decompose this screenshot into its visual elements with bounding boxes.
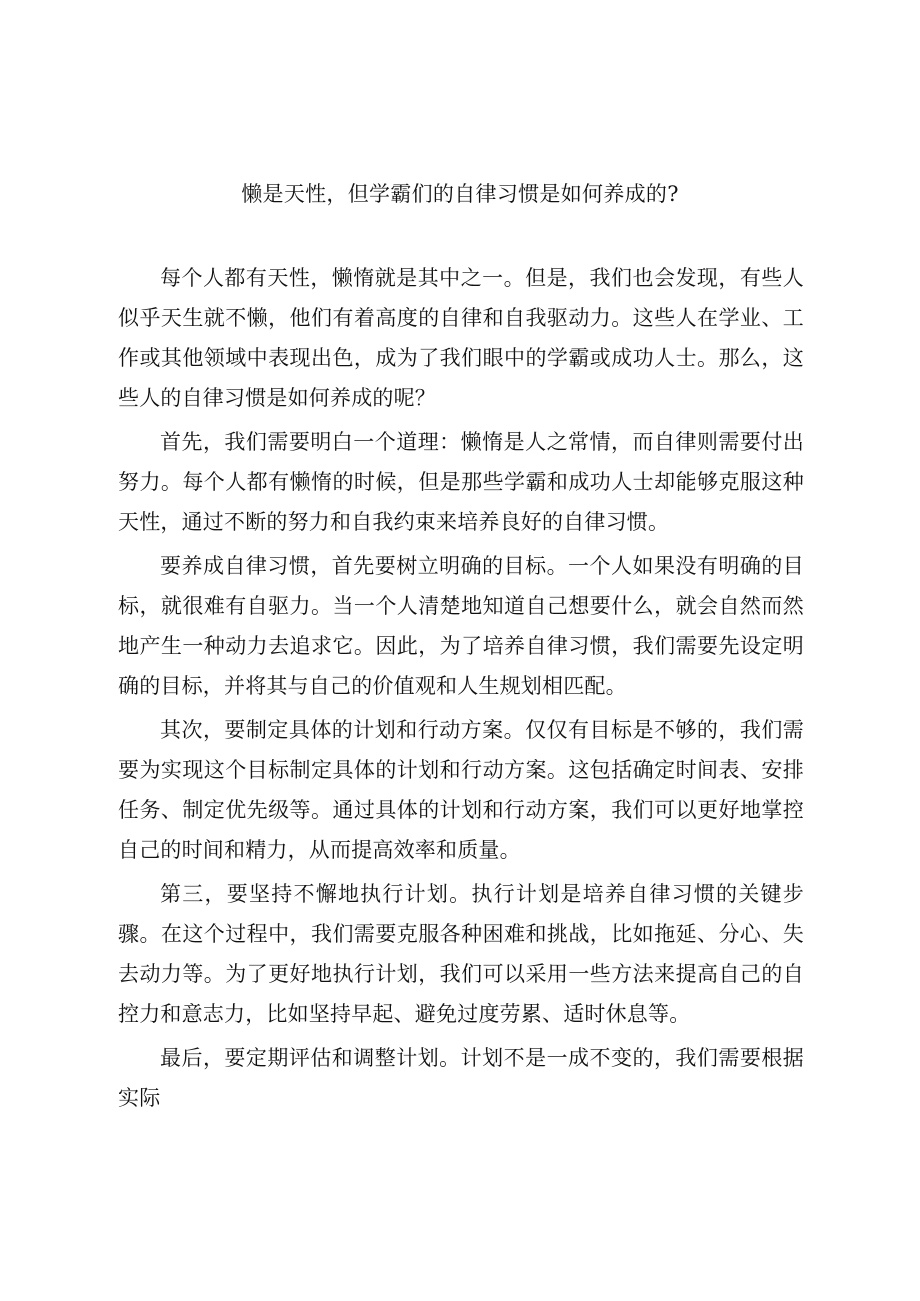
document-body [118, 258, 804, 1122]
paragraph-2: 首先，我们需要明白一个道理：懒惰是人之常情，而自律则需要付出努力。每个人都有懒惰的时候，但是那些学霸和成功人士却能够克服这种天性，通过不断的努力和自我约束来培养良好的自律习惯。 [118, 430, 804, 534]
paragraph-4: 其次，要制定具体的计划和行动方案。仅仅有目标是不够的，我们需要为实现这个目标制定具体的计划和行动方案。这包括确定时间表、安排任务、制定优先级等。通过具体的计划和行动方案，我们可以更好地掌控自己的时间和精力，从而提高效率和质量。 [118, 718, 804, 862]
paragraph-6: 最后，要定期评估和调整计划。计划不是一成不变的，我们需要根据实际 [118, 1046, 804, 1110]
paragraph-1: 每个人都有天性，懒惰就是其中之一。但是，我们也会发现，有些人似乎天生就不懒，他们有着高度的自律和自我驱动力。这些人在学业、工作或其他领域中表现出色，成为了我们眼中的学霸或成功人士。那么，这些人的自律习惯是如何养成的呢？ [118, 266, 804, 410]
document-title: 懒是天性，但学霸们的自律习惯是如何养成的? [241, 182, 679, 206]
paragraph-5: 第三，要坚持不懈地执行计划。执行计划是培养自律习惯的关键步骤。在这个过程中，我们需要克服各种困难和挑战，比如拖延、分心、失去动力等。为了更好地执行计划，我们可以采用一些方法来提高自己的自控力和意志力，比如坚持早起、避免过度劳累、适时休息等。 [118, 882, 804, 1026]
paragraph-3: 要养成自律习惯，首先要树立明确的目标。一个人如果没有明确的目标，就很难有自驱力。当一个人清楚地知道自己想要什么，就会自然而然地产生一种动力去追求它。因此，为了培养自律习惯，我们需要先设定明确的目标，并将其与自己的价值观和人生规划相匹配。 [118, 554, 804, 698]
